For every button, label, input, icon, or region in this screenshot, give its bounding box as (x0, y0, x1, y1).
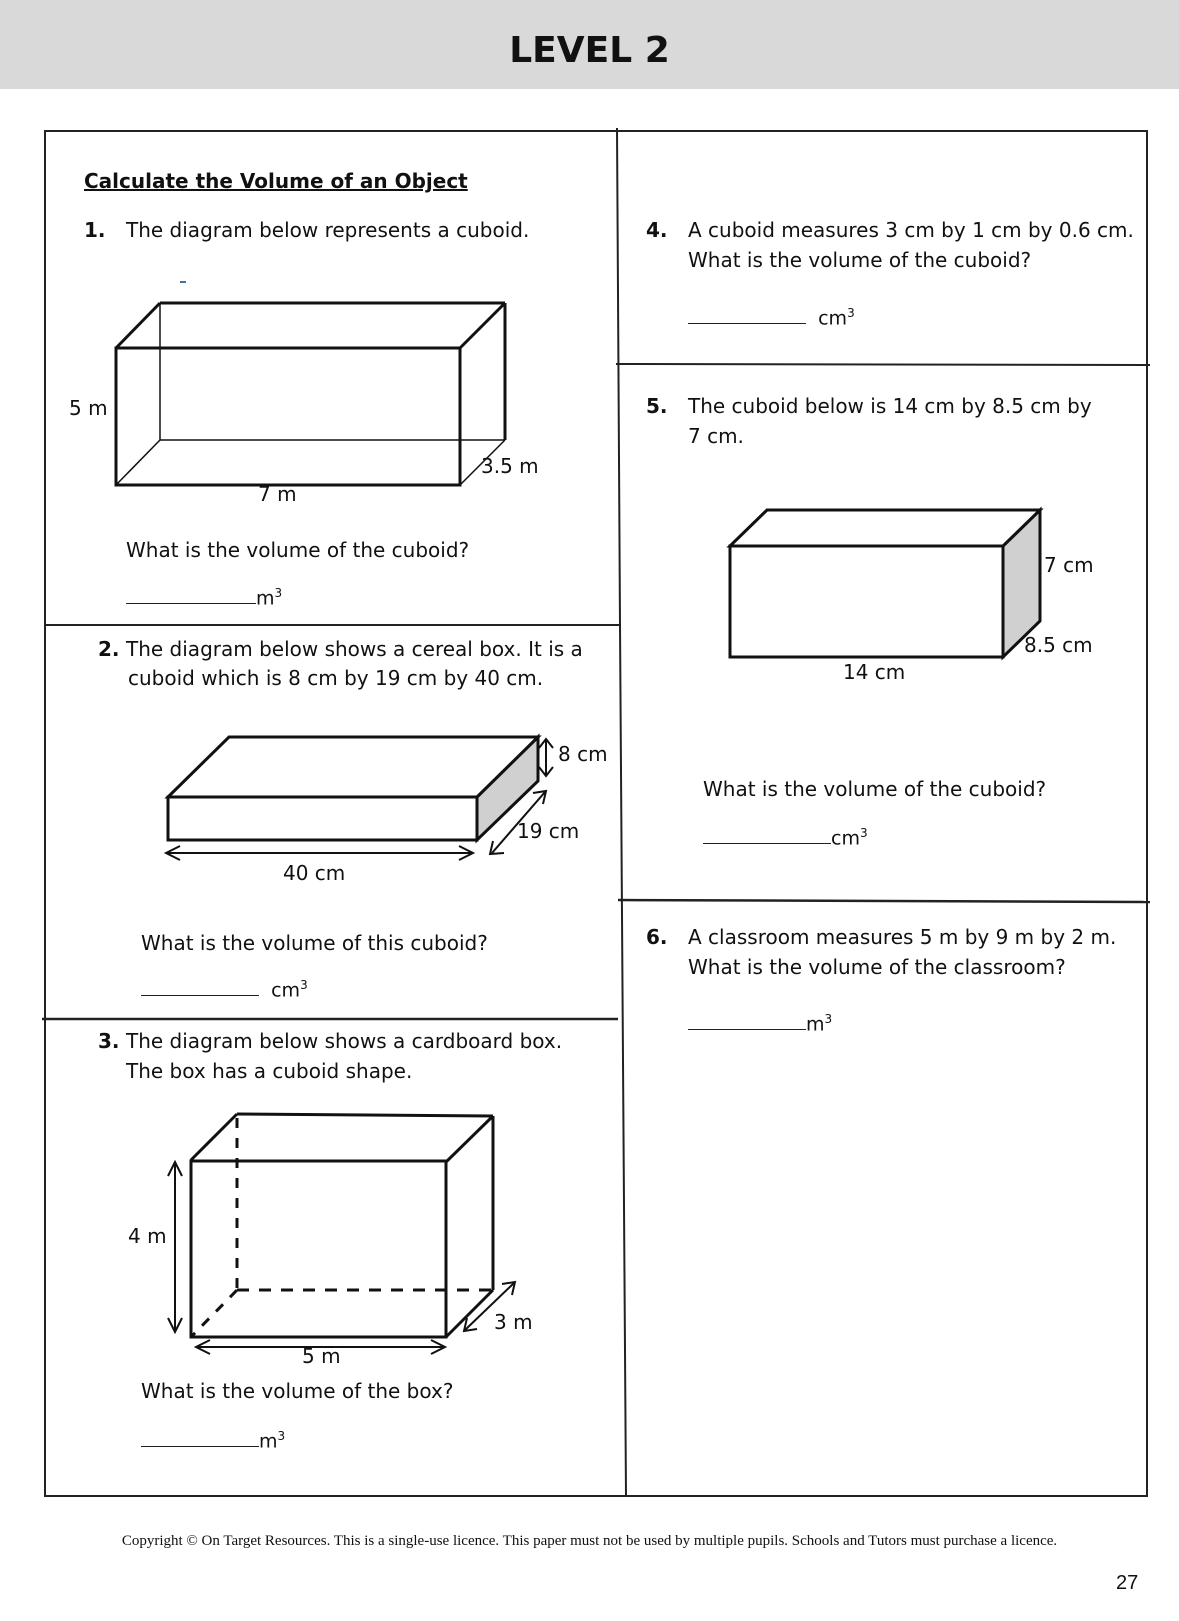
label-length: 14 cm (843, 660, 906, 684)
answer-field[interactable] (703, 826, 868, 849)
label-height: 7 cm (1044, 553, 1094, 577)
question-text-line-1: The diagram below shows a cereal box. It is a (126, 637, 583, 661)
page-number: 27 (1116, 1572, 1139, 1594)
answer-unit: m (256, 587, 275, 610)
question-text-line-2: The box has a cuboid shape. (126, 1059, 413, 1083)
answer-field[interactable] (688, 1012, 832, 1035)
question-number: 5. (646, 394, 668, 418)
label-length: 7 m (258, 482, 297, 506)
question-text-line-2: cuboid which is 8 cm by 19 cm by 40 cm. (128, 666, 544, 690)
label-depth: 8.5 cm (1024, 633, 1093, 657)
answer-unit: cm (818, 307, 848, 330)
question-text-line-1: A cuboid measures 3 cm by 1 cm by 0.6 cm. (688, 218, 1134, 242)
label-length: 5 m (302, 1344, 341, 1368)
copyright-notice: Copyright © On Target Resources. This is a single-use licence. This paper must not be used by multiple pupils. Schools and Tutors must purchase a licence. (121, 1533, 1058, 1549)
label-depth: 19 cm (517, 819, 580, 843)
label-depth: 3.5 m (481, 454, 539, 478)
answer-unit: cm (271, 979, 301, 1002)
label-height: 5 m (69, 396, 108, 420)
question-prompt: What is the volume of this cuboid? (141, 931, 488, 955)
question-number: 2. (98, 637, 120, 661)
label-height: 8 cm (558, 742, 608, 766)
answer-unit: m (259, 1430, 278, 1453)
question-text-line-1: A classroom measures 5 m by 9 m by 2 m. (688, 925, 1117, 949)
question-text: The diagram below represents a cuboid. (126, 218, 530, 242)
answer-power: 3 (300, 978, 308, 992)
question-text-line-2: What is the volume of the classroom? (688, 955, 1066, 979)
answer-blank[interactable] (688, 1028, 806, 1030)
question-number: 1. (84, 218, 106, 242)
answer-power: 3 (859, 826, 868, 840)
question-prompt: What is the volume of the cuboid? (703, 777, 1047, 801)
answer-power: 3 (274, 586, 283, 600)
section-title: Calculate the Volume of an Object (84, 169, 468, 193)
answer-blank[interactable] (703, 842, 831, 844)
question-prompt: What is the volume of the cuboid? (126, 538, 470, 562)
answer-power: 3 (847, 306, 855, 320)
label-length: 40 cm (283, 861, 346, 885)
answer-power: 3 (277, 1429, 286, 1443)
label-height: 4 m (128, 1224, 167, 1248)
answer-unit: cm (831, 827, 860, 850)
question-text-line-1: The cuboid below is 14 cm by 8.5 cm by (688, 394, 1092, 418)
question-number: 3. (98, 1029, 120, 1053)
question-text-line-2: 7 cm. (688, 424, 744, 448)
question-number: 6. (646, 925, 668, 949)
question-number: 4. (646, 218, 668, 242)
question-text-line-1: The diagram below shows a cardboard box. (126, 1029, 563, 1053)
answer-unit: m (806, 1013, 825, 1036)
label-depth: 3 m (494, 1310, 533, 1334)
question-text-line-2: What is the volume of the cuboid? (688, 248, 1032, 272)
level-title: LEVEL 2 (509, 30, 670, 71)
answer-power: 3 (824, 1012, 833, 1026)
question-prompt: What is the volume of the box? (141, 1379, 454, 1403)
